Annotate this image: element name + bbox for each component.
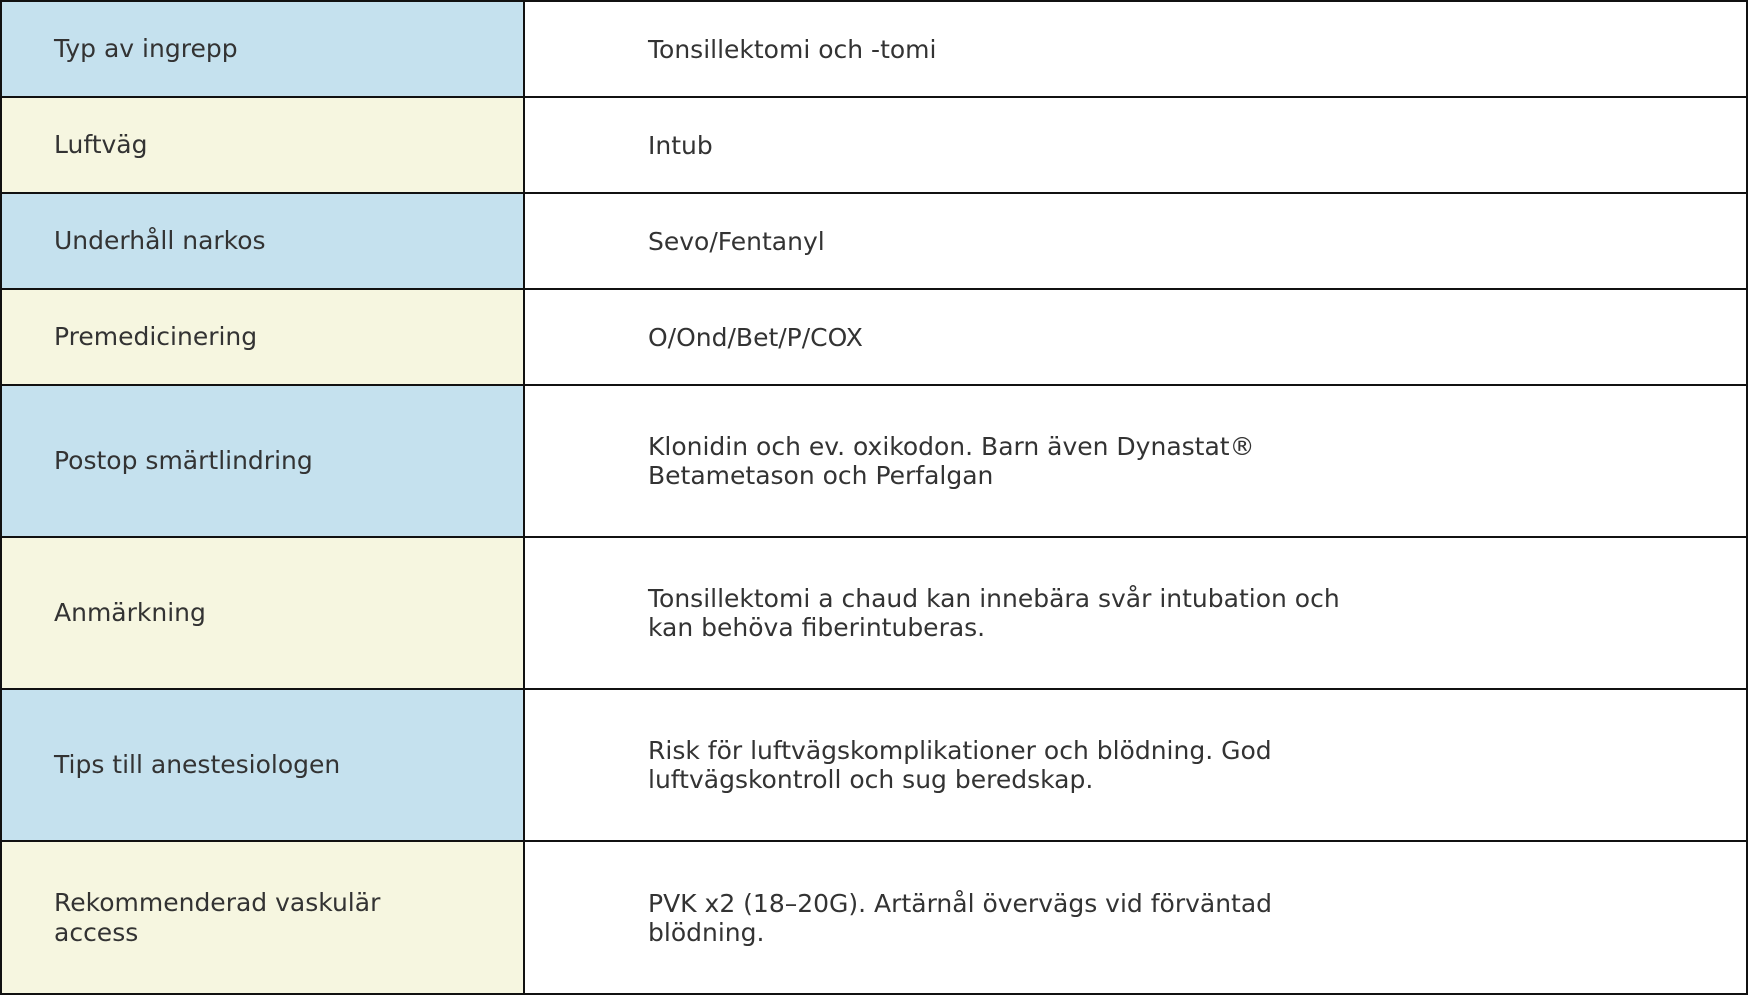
row-value: Tonsillektomi och -tomi — [648, 34, 937, 64]
row-label: Premedicinering — [2, 290, 525, 384]
table-row — [2, 386, 1746, 538]
row-value: Intub — [648, 130, 713, 160]
table-row — [2, 2, 1746, 98]
row-value: Risk för luftvägskomplikationer och blödning. God luftvägskontroll och sug beredskap. — [648, 736, 1272, 794]
row-label: Anmärkning — [2, 538, 525, 688]
row-label: Typ av ingrepp — [2, 2, 525, 96]
table-row — [2, 194, 1746, 290]
row-label: Rekommenderad vaskulär access — [2, 842, 525, 993]
row-value: O/Ond/Bet/P/COX — [648, 322, 863, 352]
row-value: PVK x2 (18–20G). Artärnål övervägs vid förväntad blödning. — [648, 888, 1273, 947]
row-label: Postop smärtlindring — [2, 386, 525, 536]
row-label: Tips till anestesiologen — [2, 690, 525, 840]
table-row — [2, 690, 1746, 842]
row-label: Underhåll narkos — [2, 194, 525, 288]
table-row — [2, 842, 1746, 993]
table-row — [2, 538, 1746, 690]
table-row — [2, 290, 1746, 386]
row-value: Sevo/Fentanyl — [648, 226, 825, 256]
row-value: Tonsillektomi a chaud kan innebära svår intubation och kan behöva fiberintuberas. — [648, 584, 1340, 642]
row-value: Klonidin och ev. oxikodon. Barn även Dynastat® Betametason och Perfalgan — [648, 432, 1255, 490]
table-row — [2, 98, 1746, 194]
row-label: Luftväg — [2, 98, 525, 192]
